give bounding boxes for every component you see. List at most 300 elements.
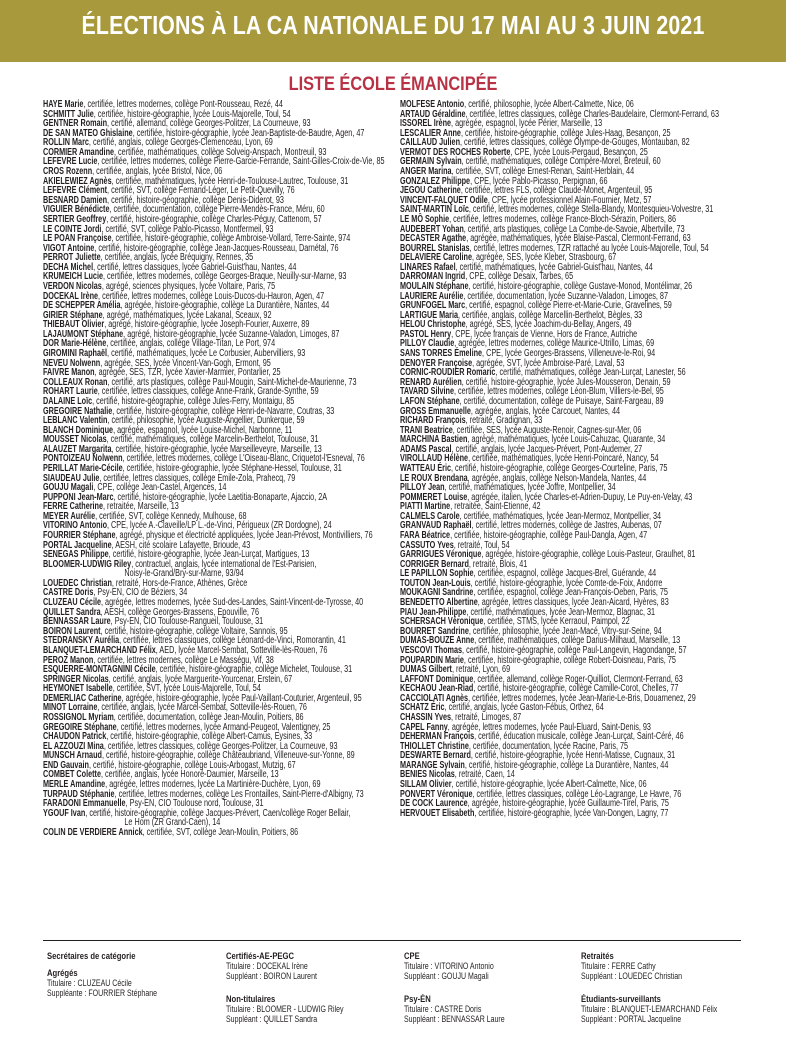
candidate-name: EL AZZOUZI Mina (43, 740, 104, 752)
candidate-name: THIOLLET Christine (400, 740, 469, 752)
candidate-name: DUMAS Gilbert (400, 664, 452, 676)
candidate-details: , certifié, histoire-géographie, collège Camille-Corot, Chelles, 77 (473, 683, 679, 695)
candidate-details: , certifiée, documentation, lycée Racine, Paris, 75 (468, 740, 629, 752)
footer-group-agreges: Agrégés Titulaire : CLUZEAU Cécile Suppléante : FOURRIER Stéphane (47, 968, 158, 998)
candidate-name: DEHERMAN François (400, 731, 475, 743)
candidate-details: , agrégée, histoire-géographie, lycée Paul-Vaillant-Couturier, Argenteuil, 95 (121, 692, 362, 704)
candidate-details: , certifié, histoire-géographie, collège Jules-Ferry, Montaigu, 85 (92, 395, 295, 407)
candidate-details: , certifié, lettres classiques, lycée Gabriel-Guist'hau, Nantes, 44 (93, 261, 297, 273)
candidate-details: , certifiée, SVT, collège Ernest-Renan, Saint-Herblain, 44 (451, 166, 635, 178)
candidate-details: , agrégée, lettres modernes, lycée Paul-Éluard, Saint-Denis, 93 (447, 721, 651, 733)
candidate-details: , certifiée, lettres modernes, collège France-Bloch-Sérazin, Poitiers, 86 (449, 213, 676, 225)
candidate-details: , CPE, collège Jean-Castel, Argences, 14 (93, 482, 227, 494)
candidate-name: CHAUDON Patrick (43, 731, 107, 743)
candidate-details: , certifiée, mathématiques, collège Darius-Milhaud, Marseille, 13 (474, 635, 681, 647)
candidate-name: LE PAPILLON Sophie (400, 568, 474, 580)
candidate-details: , agrégée, SES, TZR, lycée Xavier-Marmier, Pontarlier, 25 (94, 367, 281, 379)
candidate-name: GOUJU Magali (43, 482, 94, 494)
candidate-details: , certifiée, espagnol, collège Jacques-Brel, Guérande, 44 (473, 568, 657, 580)
candidate-name: LESCALIER Anne (400, 127, 461, 139)
candidate-details: , certifiée, lettres modernes, collège Léon-Blum, Villiers-le-Bel, 95 (453, 386, 664, 398)
candidate-name: MUNSCH Arnaud (43, 750, 102, 762)
candidate-details: , agrégé, mathématiques, lycée Louis-Cahuzac, Quarante, 34 (467, 434, 666, 446)
candidate-details: , certifié, histoire-géographie, collège Denis-Diderot, 93 (107, 194, 284, 206)
candidate-details: , certifié, mathématiques, lycée Joffre, Montpellier, 34 (444, 482, 616, 494)
candidate-name: PERROT Juliette (43, 252, 101, 264)
candidate-name: DALAINE Loïc (43, 395, 93, 407)
candidate-name: SPRINGER Nicolas (43, 673, 109, 685)
candidate-name: THIEBAUT Olivier (43, 319, 105, 331)
candidate-name: ROSSIGNOL Myriam (43, 712, 114, 723)
candidate-details: , certifié, mathématiques, lycée Jean-Mermoz, Blagnac, 31 (466, 606, 656, 618)
candidate-details: , certifié, histoire-géographie, lycée Jules-Mousseron, Denain, 59 (461, 376, 671, 388)
footer-divider (43, 940, 741, 941)
candidate-name: LE POAN Françoise (43, 233, 112, 245)
candidate-name: HELOU Christophe (400, 319, 466, 331)
candidate-name: SILLAM Olivier (400, 779, 452, 791)
candidate-name: PUPPONI Jean-Marc (43, 491, 114, 503)
candidate-name: CASTRE Doris (43, 587, 94, 599)
candidate-details: , certifiée, mathématiques, lycée Henri-de-Toulouse-Lautrec, Toulouse, 31 (111, 175, 349, 187)
candidate-name: BLOOMER-LUDWIG Riley (43, 558, 132, 570)
candidate-name: SCHATZ Éric (400, 702, 445, 714)
candidate-name: CORRIGER Bernard (400, 558, 469, 570)
candidate-details: , certifiée, histoire-géographie, collège Ambroise-Vollard, Terre-Sainte, 974 (111, 233, 351, 245)
candidate-details: , certifiée, documentation, lycée Suzanne-Valadon, Limoges, 87 (463, 290, 668, 302)
candidate-name: PIAU Jean-Philippe (400, 606, 467, 618)
candidate-list-left (43, 100, 415, 838)
candidate-details: , contractuel, anglais, lycée international de l'Est-Parisien, (131, 558, 317, 570)
candidate-name: YGOUF Ivan (43, 807, 86, 819)
candidate-name: RENARD Aurélien (400, 376, 462, 388)
candidate-details: , agrégée, espagnol, lycée Louise-Michel, Narbonne, 11 (113, 424, 293, 436)
candidate-details: , certifié, philosophie, lycée Albert-Calmette, Nice, 06 (464, 99, 634, 110)
candidate-name: FARA Béatrice (400, 530, 451, 542)
candidate-details: , certifié, anglais, lycée Jacques-Prévert, Pont-Audemer, 27 (451, 443, 643, 455)
candidate-details: , CPE, lycée professionnel Alain-Fournier, Metz, 57 (487, 194, 652, 206)
candidate-name: AKIELEWIEZ Agnès (43, 175, 112, 187)
candidate-name: COLIN DE VERDIERE Annick (43, 826, 143, 838)
candidate-details: , certifié, histoire-géographie, lycée Comte-de-Foix, Andorre (470, 577, 663, 589)
candidate-details: , certifié, histoire-géographie, collège Voltaire, Sannois, 95 (100, 625, 288, 637)
candidate-name: LEBLANC Valentin (43, 415, 108, 427)
candidate-details: , Psy-ÉN, CIO Toulouse-Rangueil, Toulouse, 31 (110, 616, 264, 628)
candidate-details: , agrégée, mathématiques, lycée Blaise-Pascal, Clermont-Ferrand, 63 (466, 233, 691, 245)
candidate-name: SANS TORRES Émeline (400, 348, 483, 360)
candidate-details: , certifiée, lettres modernes, collège Pierre-Garcie-Ferrande, Saint-Gilles-Croix-de-Vie, 85 (97, 156, 385, 168)
candidate-name: MOUKAGNI Sandrine (400, 587, 474, 599)
candidate-details: , Psy-ÉN, CIO de Béziers, 34 (93, 587, 188, 599)
candidate-name: MERLE Amandine (43, 779, 106, 791)
candidate-details: , certifiée, anglais, collège Marcellin-Berthelot, Bègles, 33 (458, 309, 643, 321)
candidate-name: LE MÔ Sophie (400, 213, 450, 225)
candidate-name: DECASTER Agathe (400, 233, 467, 245)
candidate-name: BESNARD Damien (43, 194, 108, 206)
candidate-details: , retraité, Toul, 54 (453, 539, 510, 551)
candidate-name: DARROMAN Ingrid (400, 271, 466, 283)
candidate-details: , agrégée, SVT, lycée Ambroise-Paré, Laval, 53 (472, 357, 625, 369)
candidate-name: DOR Marie-Hélène (43, 338, 107, 350)
candidate-details: , certifiée, espagnol, collège Jean-François-Oeben, Paris, 75 (473, 587, 668, 599)
candidate-details: , certifié, documentation, collège de Puisaye, Saint-Fargeau, 89 (459, 395, 664, 407)
candidate-name: HAYE Marie (43, 99, 84, 110)
candidate-details: , certifié, anglais, collège Georges-Clemenceau, Lyon, 69 (88, 137, 273, 149)
candidate-details: , retraité, Lyon, 69 (451, 664, 511, 676)
candidate-details: , certifiée, documentation, collège Jean-Moulin, Poitiers, 86 (113, 712, 304, 723)
candidate-details: , certifié, arts plastiques, collège Paul-Mougin, Saint-Michel-de-Maurienne, 73 (107, 376, 357, 388)
candidate-name: PONVERT Véronique (400, 788, 473, 800)
candidate-details: , agrégée, lettres modernes, lycée Sud-des-Landes, Saint-Vincent-de-Tyrosse, 40 (101, 597, 364, 609)
candidate-name: POMMERET Louise (400, 491, 468, 503)
candidate-details: , retraité, Hors-de-France, Athènes, Grèce (111, 577, 248, 589)
footer-group-retraites: Retraités Titulaire : FERRE Cathy Suppléant : LOUEDEC Christian (581, 951, 683, 981)
candidate-details: , certifiée, lettres modernes, collège Louis-Ducos-du-Hauron, Agen, 47 (98, 290, 325, 302)
candidate-details: , certifiée, anglais, lycée Marcel-Sembat, Sotteville-lès-Rouen, 76 (97, 702, 307, 714)
candidate-details: , certifiée, SVT, collège Kennedy, Mulhouse, 68 (95, 510, 247, 522)
candidate-name: CALMELS Carole (400, 510, 460, 522)
candidate-details: , certifié, lettres modernes, lycée Armand-Peugeot, Valentigney, 25 (116, 721, 331, 733)
candidate-name: BENIES Nicolas (400, 769, 455, 781)
candidate-details: , agrégé, histoire-géographie, lycée Suzanne-Valadon, Limoges, 87 (123, 328, 340, 340)
candidate-name: PIATTI Martine (400, 501, 451, 513)
candidate-details: , certifié, anglais, lycée Marguerite-Yourcenar, Erstein, 67 (108, 673, 293, 685)
candidate-name: KECHAOU Jean-Riad (400, 683, 474, 695)
candidate-name: BLANCH Dominique (43, 424, 114, 436)
candidate-name: MOUSSET Nicolas (43, 434, 107, 446)
candidate-name: FOURRIER Stéphane (43, 530, 116, 542)
candidate-name: FARADONI Emmanuelle (43, 798, 126, 810)
candidate-name: PERILLAT Marie-Cécile (43, 462, 123, 474)
candidate-details: , certifié, lettres classiques, collège Olympe-de-Gouges, Montauban, 82 (460, 137, 690, 149)
candidate-name: CORNIC-ROUDIER Romaric (400, 367, 496, 379)
candidate-name: END Gauvain (43, 759, 89, 771)
candidate-details: , certifiée, histoire-géographie, collège Jules-Haag, Besançon, 25 (460, 127, 671, 139)
candidate-name: DOCEKAL Irène (43, 290, 99, 302)
candidate-name: BOURRET Sandrine (400, 625, 469, 637)
candidate-name: SENEGAS Philippe (43, 549, 109, 561)
candidate-details: , AED, lycée Marcel-Sembat, Sotteville-lès-Rouen, 76 (155, 644, 328, 656)
candidate-name: VITORINO Antonio (43, 520, 108, 532)
candidate-name: LAFON Stéphane (400, 395, 460, 407)
candidate-name: DE COCK Laurence (400, 798, 468, 810)
candidate-details: , certifiée, mathématiques, lycée Jean-Mermoz, Montpellier, 34 (459, 510, 662, 522)
candidate-name: VIGUIER Bénédicte (43, 204, 110, 216)
candidate-name: GREGOIRE Stéphane (43, 721, 117, 733)
candidate-details: , agrégée, SES, lycée Vincent-Van-Gogh, Ermont, 95 (100, 357, 271, 369)
candidate-details: , certifiée, lettres modernes, collège L'Oiseau-Blanc, Criquetot-l'Esneval, 76 (122, 453, 365, 465)
candidate-name: GERMAIN Sylvain (400, 156, 462, 168)
candidate-name: GRUNFOGEL Marc (400, 300, 466, 312)
candidate-details: , agrégée, lettres modernes, collège Maurice-Utrillo, Limas, 69 (454, 338, 655, 350)
candidate-details: , certifiée, philosophie, lycée Jean-Macé, Vitry-sur-Seine, 94 (468, 625, 662, 637)
candidate-details: , agrégée, italien, lycée Charles-et-Adrien-Dupuy, Le Puy-en-Velay, 43 (467, 491, 693, 503)
candidate-details: , CPE, lycée français de Vienne, Hors de France, Autriche (451, 328, 638, 340)
candidate-details: , Psy-ÉN, CIO Toulouse nord, Toulouse, 31 (125, 798, 264, 810)
candidate-name: PEROZ Manon (43, 654, 94, 666)
candidate-name: NEVEU Nolwenn (43, 357, 101, 369)
candidate-details: , certifié, mathématiques, lycée Gabriel-Guist'hau, Nantes, 44 (455, 261, 653, 273)
candidate-details: , certifié, histoire-géographie, collège Paul-Langevin, Hagondange, 57 (462, 644, 687, 656)
candidate-name: CAPEL Fanny (400, 721, 448, 733)
candidate-details: , certifiée, anglais, lycée Honoré-Daumier, Marseille, 13 (101, 769, 279, 781)
candidate-details: , certifiée, lettres modernes, collège Georges-Braque, Neuilly-sur-Marne, 93 (103, 271, 347, 283)
candidate-name: DELAVIERE Caroline (400, 252, 472, 264)
candidate-name: TAVARD Silvine (400, 386, 454, 398)
candidate-details: , retraité, Blois, 41 (468, 558, 528, 570)
candidate-details: , agrégé, physique et électricité appliquées, lycée Jean-Prévost, Montivilliers, 76 (115, 530, 373, 542)
candidate-details: , certifiée, anglais, lycée Bristol, Nice, 06 (92, 166, 223, 178)
candidate-details: , agrégé, SES, lycée Joachim-du-Bellay, Angers, 49 (465, 319, 632, 331)
candidate-details: , certifiée, anglais, lycée Bréquigny, Rennes, 35 (100, 252, 254, 264)
candidate-name: ESQUERRE-MONTAGNINI Cécile (43, 664, 156, 676)
candidate-details: , CPE, collège Desaix, Tarbes, 65 (465, 271, 574, 283)
candidate-details: , certifié, histoire-géographie, lycée Albert-Calmette, Nice, 06 (451, 779, 647, 791)
candidate-details: , certifiée, lettres classiques, collège Anne-Frank, Grande-Synthe, 59 (97, 386, 319, 398)
candidate-name: GENTNER Romain (43, 118, 108, 130)
candidate-name: CORMIER Amandine (43, 146, 115, 158)
candidate-name: ROHART Laurie (43, 386, 98, 398)
footer-group-non-titulaires: Non-titulaires Titulaire : BLOOMER - LUDWIG Riley Suppléant : QUILLET Sandra (226, 994, 344, 1024)
candidate-name: ISSOREL Irène (400, 118, 452, 130)
candidate-name: MEYER Aurélie (43, 510, 96, 522)
candidate-details: , CPE, lycée Louis-Pergaud, Besançon, 25 (510, 146, 648, 158)
candidate-name: FAIVRE Manon (43, 367, 95, 379)
candidate-name: LAURIERE Aurélie (400, 290, 464, 302)
candidate-details: , agrégée, histoire-géographie, lycée Guillaume-Tirel, Paris, 75 (467, 798, 669, 810)
footer-group-psy-en: Psy-ÉN Titulaire : CASTRE Doris Suppléant : BENNASSAR Laure (404, 994, 505, 1024)
candidate-name: SCHERSACH Véronique (400, 616, 484, 628)
candidate-details: , agrégée, histoire-géographie, collège Louis-Pasteur, Graulhet, 81 (481, 549, 696, 561)
candidate-details: , certifié, allemand, collège Georges-Politzer, La Courneuve, 93 (107, 118, 311, 130)
candidate-name: PILLOY Jean (400, 482, 445, 494)
candidate-name: AUDEBERT Yohan (400, 223, 464, 235)
candidate-details: , certifiée, lettres classiques, collège Émile-Zola, Prahecq, 79 (99, 472, 296, 484)
candidate-entry (400, 809, 675, 819)
candidate-name: CAILLAUD Julien (400, 137, 461, 149)
candidate-name: VINCENT-FALQUET Odile (400, 194, 488, 206)
candidate-name: GIROMINI Raphaël (43, 348, 108, 360)
secretaries-heading: Secrétaires de catégorie (47, 951, 136, 961)
candidate-details: , certifiée, histoire-géographie, collège Michelet, Toulouse, 31 (155, 664, 353, 676)
candidate-name: GONZALEZ Philippe (400, 175, 471, 187)
candidate-name: QUILLET Sandra (43, 606, 101, 618)
candidate-details: , agrégée, espagnol, lycée Périer, Marseille, 13 (451, 118, 603, 130)
candidate-name: TRANI Beatrice (400, 424, 453, 436)
candidate-name: SAINT-MARTIN Loïc (400, 204, 469, 216)
candidate-details: , AESH, cité scolaire Lafayette, Brioude, 43 (111, 539, 251, 551)
candidate-details: , certifié, lettres modernes, collège de Jastres, Aubenas, 07 (471, 520, 662, 532)
candidate-name: LEFEVRE Lucie (43, 156, 98, 168)
candidate-name: BLANQUET-LEMARCHAND Félix (43, 644, 156, 656)
candidate-name: DENOYER Françoise (400, 357, 473, 369)
candidate-name: DE SCHEPPER Amélia (43, 300, 121, 312)
candidate-name: PONTOIZEAU Nolwenn (43, 453, 123, 465)
candidate-name: ANGER Marina (400, 166, 452, 178)
candidate-name: GROSS Emmanuelle (400, 405, 471, 417)
candidate-name: PORTAL Jacqueline (43, 539, 112, 551)
candidate-name: CASSUTO Yves (400, 539, 454, 551)
candidate-details: , certifié, SVT, collège Pablo-Picasso, Montfermeil, 93 (101, 223, 274, 235)
candidate-name: LINARES Rafael (400, 261, 456, 273)
candidate-details: , certifié, mathématiques, lycée Le Corbusier, Aubervilliers, 93 (107, 348, 306, 360)
candidate-details: , agrégé, mathématiques, lycée Lakanal, Sceaux, 92 (102, 309, 272, 321)
candidate-details: , agrégé, histoire-géographie, lycée Joseph-Fourier, Auxerre, 89 (104, 319, 310, 331)
candidate-details: , certifiée, histoire-géographie, lycée Louis-Majorelle, Toul, 54 (93, 108, 291, 120)
candidate-name: VESCOVI Thomas (400, 644, 463, 656)
candidate-details: , certifié, histoire-géographie, collège Louis-Arbogast, Mutzig, 67 (88, 759, 296, 771)
candidate-details: , certifiée, SVT, collège Jean-Moulin, Poitiers, 86 (142, 826, 299, 838)
candidate-name: DECHA Michel (43, 261, 94, 273)
candidate-name: LOUEDEC Christian (43, 577, 112, 589)
candidate-details: , certifiée, mathématiques, lycée Henri-Poincaré, Nancy, 54 (468, 453, 659, 465)
candidate-details: , certifié, histoire-géographie, collège Georges-Courteline, Paris, 75 (451, 462, 668, 474)
candidate-details: , certifiée, lettres classiques, collège Georges-Politzer, La Courneuve, 93 (103, 740, 338, 752)
candidate-details: , certifié, mathématiques, collège Marcelin-Berthelot, Toulouse, 31 (106, 434, 319, 446)
candidate-details: , agrégée, anglais, collège Nelson-Mandela, Nantes, 44 (467, 472, 647, 484)
candidate-name: PASTOL Henry (400, 328, 452, 340)
candidate-name: LAJAUMONT Stéphane (43, 328, 124, 340)
candidate-name: ADAMS Pascal (400, 443, 452, 455)
candidate-name: POUPARDIN Marie (400, 654, 464, 666)
candidate-name: HEYMONET Isabelle (43, 683, 113, 695)
candidate-details: , agrégée, lettres modernes, lycée La Martinière-Duchère, Lyon, 69 (105, 779, 321, 791)
footer-group-cpe: CPE Titulaire : VITORINO Antonio Suppléant : GOUJU Magali (404, 951, 494, 981)
candidate-name: COLLEAUX Ronan (43, 376, 108, 388)
candidate-name: STEDRANSKY Aurélia (43, 635, 120, 647)
candidate-name: CLUZEAU Cécile (43, 597, 102, 609)
candidate-details: , retraité, Limoges, 87 (451, 712, 522, 723)
candidate-name: BENEDETTO Albertine (400, 597, 478, 609)
candidate-name: VERMOT DES ROCHES Roberte (400, 146, 511, 158)
candidate-list-right (400, 100, 772, 818)
candidate-name: BOIRON Laurent (43, 625, 101, 637)
candidate-name: CROS Rozenn (43, 166, 93, 178)
candidate-details: , CPE, lycée Georges-Brassens, Villeneuve-le-Roi, 94 (482, 348, 656, 360)
candidate-details: , certifiée, documentation, collège Pierre-Mendès-France, Méru, 60 (109, 204, 325, 216)
candidate-name: CHASSIN Yves (400, 712, 452, 723)
candidate-details: , retraitée, Saint-Étienne, 42 (450, 501, 541, 513)
candidate-details: , retraité, Caen, 14 (454, 769, 515, 781)
candidate-details: , certifié, histoire-géographie, lycée Jean-Lurçat, Martigues, 13 (108, 549, 310, 561)
candidate-details: , agrégée, SES, lycée Kleber, Strasbourg, 67 (471, 252, 617, 264)
candidate-name: CACCIOLATI Agnès (400, 692, 469, 704)
candidate-name: TURPAUD Stéphanie (43, 788, 115, 800)
candidate-name: LEFEVRE Clément (43, 185, 108, 197)
candidate-name: DEMERLIAC Catherine (43, 692, 122, 704)
candidate-details: , certifiée, histoire-géographie, collège Robert-Doisneau, Paris, 75 (463, 654, 676, 666)
candidate-name: ALAUZET Margarita (43, 443, 112, 455)
candidate-details: , certifiée, anglais, collège Village-Titan, Le Port, 974 (106, 338, 276, 350)
candidate-name: GREGOIRE Nathalie (43, 405, 113, 417)
candidate-details: , certifiée, histoire-géographie, collège Henri-de-Navarre, Coutras, 33 (112, 405, 335, 417)
candidate-details: , CPE, lycée Pablo-Picasso, Perpignan, 66 (470, 175, 608, 187)
candidate-name: RICHARD François (400, 415, 466, 427)
candidate-name: BENNASSAR Laure (43, 616, 111, 628)
candidate-name: GIRIER Stéphane (43, 309, 103, 321)
footer-group-etudiants-surveillants: Étudiants-surveillants Titulaire : BLANQUET-LEMARCHAND Félix Suppléant : PORTAL Jacqueline (581, 994, 718, 1024)
candidate-name: ROLLIN Marc (43, 137, 89, 149)
candidate-details: , retraitée, Marseille, 13 (103, 501, 179, 513)
candidate-entry (43, 828, 318, 838)
candidate-details: , certifié, histoire-géographie, collège Jacques-Prévert, Caen/collège Roger Bellair, (85, 807, 351, 819)
candidate-details: , certifié, histoire-géographie, collège La Durantière, Nantes, 44 (464, 759, 669, 771)
candidate-details: , certifiée, lettres modernes, collège Les Frontailles, Saint-Pierre-d'Albigny, 73 (114, 788, 364, 800)
candidate-details: , certifiée, histoire-géographie, lycée Van-Dongen, Lagny, 77 (474, 807, 669, 819)
candidate-details: , certifié, histoire-géographie, collège Charles-Péguy, Cattenom, 57 (106, 213, 322, 225)
candidate-details: , certifiée, SVT, lycée Louis-Majorelle, Toul, 54 (112, 683, 261, 695)
candidate-details: , agrégée, lettres classiques, lycée Jean-Aicard, Hyères, 83 (477, 597, 669, 609)
candidate-details: , AESH, collège Georges-Brassens, Épouville, 76 (100, 606, 259, 618)
candidate-details: , certifié, histoire-géographie, collège Gustave-Monod, Montélimar, 26 (468, 280, 693, 292)
candidate-name: DUMAS-BOUZE Anne (400, 635, 475, 647)
candidate-name: MARANGE Sylvain (400, 759, 465, 771)
candidate-details: , certifié, histoire-géographie, collège Albert-Camus, Eysines, 33 (106, 731, 313, 743)
candidate-name: DE SAN MATEO Ghislaine (43, 127, 133, 139)
candidate-details: , certifié, lettres modernes, TZR rattaché au lycée Louis-Majorelle, Toul, 54 (469, 242, 709, 254)
candidate-details: , certifié, mathématiques, collège Jean-Lurçat, Lanester, 56 (495, 367, 686, 379)
candidate-name: COMBET Colette (43, 769, 102, 781)
candidate-name: WATTEAU Éric (400, 462, 452, 474)
candidate-details: , certifié, SVT, collège Fernand-Léger, Le Petit-Quevilly, 76 (107, 185, 295, 197)
candidate-details: , certifiée, lettres classiques, collège Léo-Lagrange, Le Havre, 76 (472, 788, 682, 800)
candidate-name: TOUTON Jean-Louis (400, 577, 471, 589)
candidate-details: Le Hom (ZR Grand-Caen), 14 (124, 817, 221, 829)
candidate-details: , certifiée, SES, lycée Auguste-Renoir, Cagnes-sur-Mer, 06 (452, 424, 642, 436)
candidate-details: , retraité, Gradignan, 33 (465, 415, 543, 427)
candidate-details: , certifié, histoire-géographie, collège Châteaubriand, Villeneuve-sur-Yonne, 89 (101, 750, 355, 762)
candidate-details: , certifié, arts plastiques, collège La Combe-de-Savoie, Albertville, 73 (463, 223, 685, 235)
candidate-details: Noisy-le-Grand/Bry-sur-Marne, 93/94 (124, 568, 244, 580)
candidate-details: , certifié, mathématiques, collège Compère-Morel, Breteuil, 60 (461, 156, 661, 168)
candidate-name: LAFFONT Dominique (400, 673, 474, 685)
candidate-name: ARTAUD Géraldine (400, 108, 466, 120)
candidate-details: , certifiée, STMS, lycée Kerraoul, Paimpol, 22 (483, 616, 630, 628)
candidate-details: , agrégée, histoire-géographie, collège La Durantière, Nantes, 44 (120, 300, 330, 312)
candidate-details: , agrégée, anglais, lycée Carcouet, Nantes, 44 (470, 405, 621, 417)
candidate-details: , certifiée, lettres classiques, collège Charles-Baudelaire, Clermont-Ferrand, 63 (465, 108, 719, 120)
candidate-details: , certifiée, histoire-géographie, lycée Jean-Baptiste-de-Baudre, Agen, 47 (132, 127, 365, 139)
candidate-name: VERDON Nicolas (43, 280, 102, 292)
candidate-details: , certifié, histoire-géographie, lycée Henri-Matisse, Cugnaux, 31 (470, 750, 676, 762)
candidate-details: , certifiée, mathématiques, collège Solveig-Anspach, Montreuil, 93 (114, 146, 327, 158)
candidate-details: , certifiée, allemand, collège Roger-Quilliot, Clermont-Ferrand, 63 (473, 673, 683, 685)
candidate-name: KRUMEICH Lucie (43, 271, 104, 283)
candidate-details: , certifiée, histoire-géographie, collège Paul-Dangla, Agen, 47 (450, 530, 648, 542)
candidate-details: , certifié, histoire-géographie, lycée Laetitia-Bonaparte, Ajaccio, 2A (113, 491, 328, 503)
candidate-details: , certifié, histoire-géographie, collège Jean-Jacques-Rousseau, Darnétal, 76 (94, 242, 339, 254)
candidate-details: , certifiée, lettres modernes, lycée Jean-Marie-Le-Bris, Douarnenez, 29 (468, 692, 696, 704)
candidate-details: , certifié, philosophie, lycée Auguste-Angellier, Dunkerque, 59 (107, 415, 305, 427)
page-title: ÉLECTIONS À LA CA NATIONALE DU 17 MAI AU 3 JUIN 2021 (81, 10, 705, 40)
candidate-name: SERTIER Geoffrey (43, 213, 107, 225)
candidate-details: , certifiée, lettres FLS, collège Claude-Monet, Argenteuil, 95 (460, 185, 653, 197)
candidate-name: VIROLLAUD Hélène (400, 453, 469, 465)
candidate-details: , certifié, lettres modernes, collège Stella-Blandy, Montesquieu-Volvestre, 31 (468, 204, 714, 216)
candidate-details: , certifié, espagnol, collège Pierre-et-Marie-Curie, Gravelines, 59 (465, 300, 672, 312)
candidate-name: VIGOT Antoine (43, 242, 95, 254)
candidate-name: HERVOUET Elisabeth (400, 807, 475, 819)
candidate-details: , certifié, éducation musicale, collège Jean-Lurçat, Saint-Céré, 46 (474, 731, 684, 743)
candidate-details: , certifiée, lettres modernes, collège Pont-Rousseau, Rezé, 44 (83, 99, 283, 110)
candidate-name: GRANVAUD Raphaël (400, 520, 472, 532)
candidate-name: SCHMITT Julie (43, 108, 94, 120)
candidate-name: SIAUDEAU Julie (43, 472, 100, 484)
candidate-name: MOULAIN Stéphane (400, 280, 469, 292)
candidate-details: , certifiée, histoire-géographie, lycée Stéphane-Hessel, Toulouse, 31 (122, 462, 342, 474)
candidate-details: , CPE, lycée A.-Claveille/LP L.-de-Vinci, Périgueux (ZR Dordogne), 24 (107, 520, 332, 532)
candidate-name: MOLFESE Antonio (400, 99, 465, 110)
candidate-name: DESWARTE Bernard (400, 750, 471, 762)
